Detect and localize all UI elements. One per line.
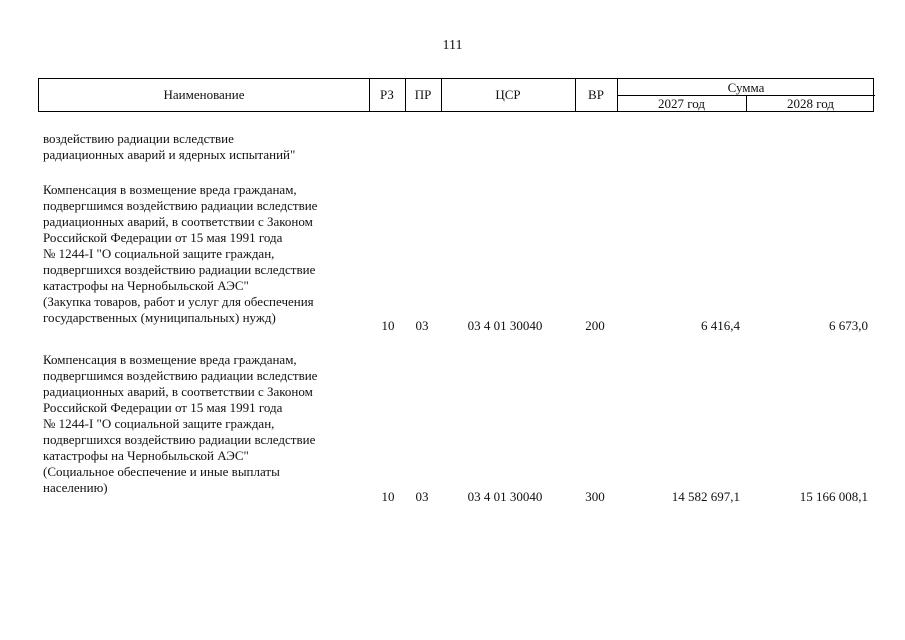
header-vr: ВР [588, 87, 604, 102]
row-2-sum-2028: 15 166 008,1 [799, 489, 868, 504]
header-year-2028: 2028 год [787, 95, 834, 111]
table-header [38, 78, 874, 112]
row-1-sum-2028: 6 673,0 [829, 318, 868, 333]
header-rz: РЗ [380, 87, 394, 102]
header-sum: Сумма [727, 79, 765, 95]
header-year-2027: 2027 год [658, 95, 705, 111]
row-2-sum-2027: 14 582 697,1 [671, 489, 740, 504]
row-2-rz: 10 [381, 489, 395, 504]
header-csr: ЦСР [495, 87, 521, 102]
row-2-csr: 03 4 01 30040 [467, 489, 543, 504]
row-2-pr: 03 [415, 489, 429, 504]
row-1-pr: 03 [415, 318, 429, 333]
continuation-text: воздействию радиации вследствие радиационных аварий и ядерных испытаний" [43, 131, 296, 162]
header-name: Наименование [163, 87, 245, 102]
row-1-vr: 200 [585, 318, 605, 333]
row-1-csr: 03 4 01 30040 [467, 318, 543, 333]
row-1-sum-2027: 6 416,4 [701, 318, 740, 333]
row-1-rz: 10 [381, 318, 395, 333]
page-number: 111 [442, 38, 463, 53]
row-2-name: Компенсация в возмещение вреда гражданам, подвергшимся воздействию радиации вследствие радиационных аварий, в соответствии с Законом Российской Федерации от 15 мая 1991 года № 1244-I "О социальной защите граждан, подвергшихся воздействию радиации вследствие катастрофы на Чернобыльской АЭС" (Социальное обеспечение и иные выплаты населению) [43, 352, 318, 495]
header-pr: ПР [414, 87, 432, 102]
row-1-name: Компенсация в возмещение вреда гражданам, подвергшимся воздействию радиации вследствие радиационных аварий, в соответствии с Законом Российской Федерации от 15 мая 1991 года № 1244-I "О социальной защите граждан, подвергшихся воздействию радиации вследствие катастрофы на Чернобыльской АЭС" (Закупка товаров, работ и услуг для обеспечения государственных (муниципальных) нужд) [43, 182, 318, 325]
row-2-vr: 300 [585, 489, 605, 504]
